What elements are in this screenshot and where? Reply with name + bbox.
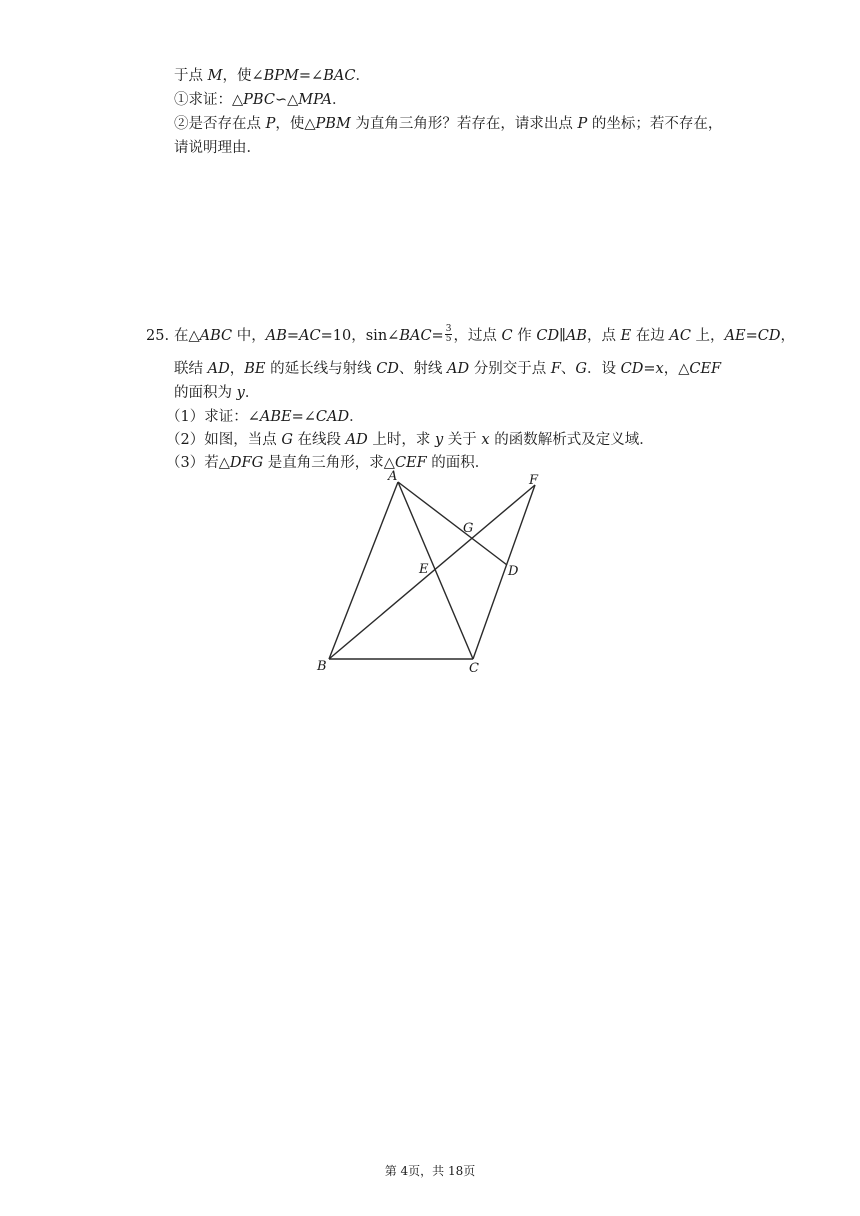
text: 、射线 bbox=[398, 361, 448, 377]
text: CAD bbox=[315, 409, 350, 425]
text: CEF bbox=[394, 455, 427, 471]
text: 作 bbox=[512, 328, 537, 344]
text: CD bbox=[536, 328, 560, 344]
text: = bbox=[643, 361, 656, 377]
text: y bbox=[434, 432, 444, 448]
text: CEF bbox=[689, 361, 722, 377]
text: PBC bbox=[243, 92, 275, 108]
text: y bbox=[236, 385, 245, 401]
text: BAC bbox=[323, 68, 356, 84]
text: =∠ bbox=[298, 68, 324, 84]
text: 的函数解析式及定义域． bbox=[489, 432, 654, 448]
text: CD bbox=[757, 328, 781, 344]
label-d: D bbox=[508, 564, 519, 579]
figure-lines bbox=[329, 482, 535, 659]
prev-line-2 bbox=[174, 90, 347, 110]
text: F bbox=[550, 361, 561, 377]
label-a: A bbox=[388, 469, 398, 484]
text: CD bbox=[376, 361, 399, 377]
text: （3）若△ bbox=[166, 455, 230, 471]
text: P bbox=[265, 116, 276, 132]
text: PBM bbox=[315, 116, 351, 132]
page-footer: 第 4页，共 18页 bbox=[384, 1164, 476, 1178]
text: ，使∠ bbox=[222, 68, 264, 84]
text: C bbox=[501, 328, 513, 344]
text: AD bbox=[447, 361, 470, 377]
label-f: F bbox=[529, 473, 539, 488]
text: ，点 bbox=[586, 328, 621, 344]
prev-line-3 bbox=[174, 114, 722, 134]
text: 的坐标；若不存在， bbox=[587, 116, 723, 132]
prev-line-4: 请说明理由． bbox=[174, 140, 261, 156]
label-e: E bbox=[419, 562, 429, 577]
text: AD bbox=[345, 432, 368, 448]
text: 的面积． bbox=[426, 455, 490, 471]
segment-ac bbox=[398, 482, 473, 659]
text: BE bbox=[244, 361, 266, 377]
text: AC bbox=[299, 328, 321, 344]
q25-line-3 bbox=[174, 383, 259, 403]
text: （1）求证：∠ bbox=[166, 409, 260, 425]
fraction bbox=[445, 325, 453, 344]
text: MPA bbox=[298, 92, 332, 108]
text: 的延长线与射线 bbox=[265, 361, 377, 377]
fraction-denominator: 5 bbox=[445, 333, 452, 344]
label-c: C bbox=[469, 661, 479, 676]
segment-ad bbox=[398, 482, 507, 565]
text: 在边 bbox=[631, 328, 670, 344]
text: = bbox=[745, 328, 758, 344]
text: 为直角三角形？若存在，请求出点 bbox=[350, 116, 578, 132]
text: G bbox=[281, 432, 293, 448]
text: 上， bbox=[690, 328, 725, 344]
text: AE bbox=[724, 328, 746, 344]
text: 关于 bbox=[443, 432, 482, 448]
q25-line-2 bbox=[174, 359, 721, 379]
label-g: G bbox=[463, 521, 474, 536]
text: ABC bbox=[199, 328, 233, 344]
text: AB bbox=[565, 328, 587, 344]
text: AB bbox=[265, 328, 287, 344]
text: G bbox=[575, 361, 588, 377]
text: （2）如图，当点 bbox=[166, 432, 282, 448]
text: AC bbox=[669, 328, 691, 344]
text: =10，sin∠ bbox=[320, 328, 400, 344]
text: 在△ bbox=[174, 328, 200, 344]
label-b: B bbox=[317, 659, 327, 674]
text: BPM bbox=[263, 68, 299, 84]
text: E bbox=[620, 328, 632, 344]
text: 上时，求 bbox=[367, 432, 435, 448]
prev-line-1 bbox=[174, 66, 370, 86]
geometry-figure bbox=[300, 464, 560, 684]
text: ， bbox=[229, 361, 245, 377]
q25-line-1 bbox=[174, 323, 796, 346]
text: 、 bbox=[560, 361, 576, 377]
text: 的面积为 bbox=[174, 385, 237, 401]
text: =∠ bbox=[291, 409, 316, 425]
text: = bbox=[286, 328, 300, 344]
text: ． bbox=[244, 385, 260, 401]
text: 是直角三角形，求△ bbox=[263, 455, 395, 471]
text: ∥ bbox=[559, 328, 566, 344]
text: BAC bbox=[399, 328, 432, 344]
text: CD bbox=[620, 361, 644, 377]
text: ． bbox=[349, 409, 364, 425]
text: ①求证：△ bbox=[174, 92, 244, 108]
text: ， bbox=[780, 328, 796, 344]
fraction-numerator: 3 bbox=[445, 323, 452, 334]
text: 联结 bbox=[174, 361, 208, 377]
question-number: 25. bbox=[146, 328, 170, 344]
text: ，△ bbox=[663, 361, 690, 377]
text: ABE bbox=[259, 409, 292, 425]
text: ②是否存在点 bbox=[174, 116, 266, 132]
text: 中， bbox=[232, 328, 266, 344]
text: ． bbox=[355, 68, 370, 84]
text: ，过点 bbox=[453, 328, 502, 344]
q25-part-1 bbox=[166, 407, 364, 427]
text: DFG bbox=[229, 455, 264, 471]
text: P bbox=[577, 116, 588, 132]
text: x bbox=[655, 361, 664, 377]
text: ∽△ bbox=[274, 92, 299, 108]
q25-part-2 bbox=[166, 430, 654, 450]
text: 分别交于点 bbox=[469, 361, 551, 377]
text: ．设 bbox=[587, 361, 621, 377]
text: M bbox=[207, 68, 223, 84]
segment-ab bbox=[329, 482, 398, 659]
text: x bbox=[481, 432, 490, 448]
text: ，使△ bbox=[275, 116, 316, 132]
text: ． bbox=[332, 92, 347, 108]
text: 在线段 bbox=[292, 432, 346, 448]
text: AD bbox=[207, 361, 230, 377]
text: 于点 bbox=[174, 68, 208, 84]
text: = bbox=[431, 328, 444, 344]
